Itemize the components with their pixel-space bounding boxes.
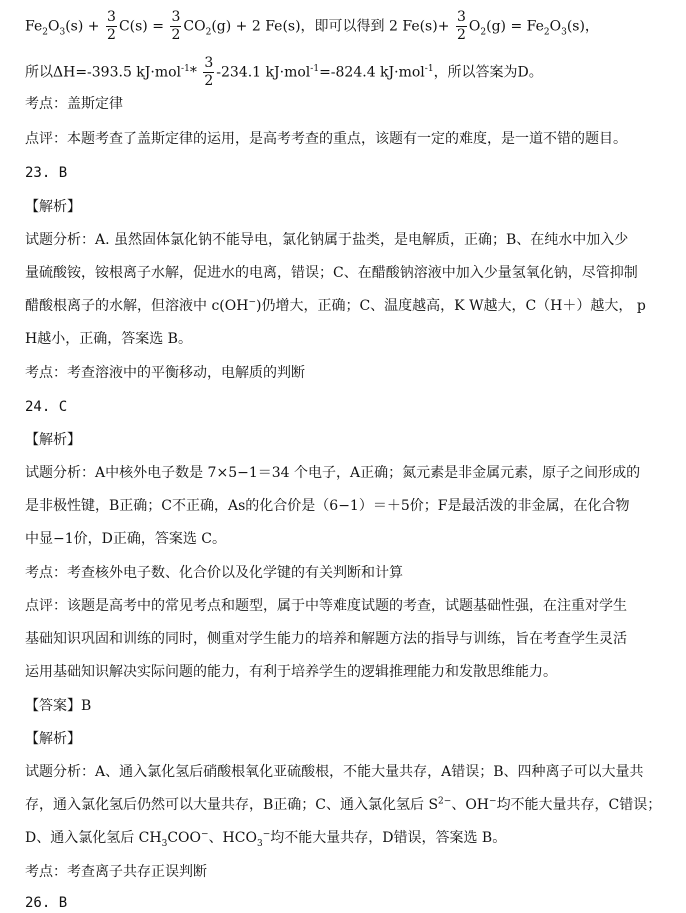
- dianping-line: 运用基础知识解决实际问题的能力，有利于培养学生的逻辑推理能力和发散思维能力。: [25, 664, 557, 680]
- jiexi-heading: 【解析】: [25, 731, 81, 747]
- eq-text: O: [549, 18, 562, 35]
- eq-sub: 3: [59, 27, 66, 38]
- eq-text: C(s) =: [118, 18, 164, 35]
- analysis-line: 量硫酸铵，铵根离子水解，促进水的电离，错误；C、在醋酸钠溶液中加入少量氢氧化钠，尽管抑制: [25, 265, 638, 281]
- eq-text: O: [468, 18, 481, 35]
- eq-sub: 3: [561, 27, 567, 38]
- analysis-line: D、通入氯化氢后 $CH_3COO^-$、$HCO_3^-$均不能大量共存，D错误，答案选 B。: [25, 829, 507, 849]
- analysis-line: 试题分析：A. 虽然固体氯化钠不能导电，氯化钠属于盐类，是电解质，正确；B、在纯水中加入少: [25, 232, 629, 248]
- eq-text: CO: [183, 18, 206, 35]
- eq-text: O: [47, 18, 60, 35]
- analysis-line: 是非极性键，B正确；C不正确，As的化合价是（6−1）＝＋5价；F是最活泼的非金属，在化合物: [25, 498, 630, 514]
- delta-h-line: 所以ΔH=-393.5 kJ·mol$^{-1}$* $\frac{3}{2}$ -234.1 kJ·mol$^{-1}$=-824.4 kJ·mol$^{-1}$，所以答案为D。: [25, 55, 543, 89]
- equation-line: [25, 10, 599, 43]
- kaodian-line: 考点：考查核外电子数、化合价以及化学键的有关判断和计算: [25, 565, 403, 581]
- eq-sub: 2: [42, 27, 48, 38]
- answer-heading: 【答案】B: [25, 698, 92, 714]
- fraction: $\frac{3}{2}$: [106, 9, 116, 43]
- eq-text: Fe: [25, 18, 43, 35]
- jiexi-heading: 【解析】: [25, 199, 81, 215]
- analysis-line: H越小，正确，答案选 B。: [25, 331, 192, 347]
- dianping-line: 基础知识巩固和训练的同时，侧重对学生能力的培养和解题方法的指导与训练，旨在考查学生灵活: [25, 631, 627, 647]
- answer-number: 26. B: [25, 895, 68, 911]
- analysis-line: 试题分析：A、通入氯化氢后硝酸根氧化亚硫酸根，不能大量共存，A错误；B、四种离子可以大量共: [25, 764, 644, 780]
- fraction: $\frac{3}{2}$: [204, 55, 214, 89]
- analysis-line: 中显−1价，D正确，答案选 C。: [25, 531, 227, 547]
- kaodian-line: 考点：考查溶液中的平衡移动，电解质的判断: [25, 365, 305, 381]
- analysis-line: 试题分析：A中核外电子数是 7×5−1＝34 个电子，A正确；氮元素是非金属元素，原子之间形成的: [25, 465, 641, 481]
- answer-number: 23. B: [25, 165, 68, 181]
- eq-text: (g) + 2 Fe(s)，即可以得到 2 Fe(s)+: [211, 18, 450, 35]
- analysis-line: 醋酸根离子的水解，但溶液中 c(OH−)仍增大，正确；C、温度越高，K W越大，C（H＋）越大， p: [25, 297, 646, 314]
- jiexi-heading: 【解析】: [25, 432, 81, 448]
- eq-sub: 2: [543, 27, 550, 38]
- eq-text: (s)，: [566, 18, 599, 35]
- dianping-line: 点评：本题考查了盖斯定律的运用，是高考考查的重点，该题有一定的难度，是一道不错的题目。: [25, 131, 627, 147]
- kaodian-line: 考点：考查离子共存正误判断: [25, 864, 207, 880]
- fraction: $\frac{3}{2}$: [456, 9, 466, 43]
- fraction: $\frac{3}{2}$: [171, 9, 181, 43]
- answer-number: 24. C: [25, 399, 68, 415]
- eq-sub: 2: [480, 27, 487, 38]
- eq-text: (s) +: [65, 18, 100, 35]
- dianping-line: 点评：该题是高考中的常见考点和题型，属于中等难度试题的考查，试题基础性强，在注重对学生: [25, 598, 627, 614]
- analysis-line: 存，通入氯化氢后仍然可以大量共存，B正确；C、通入氯化氢后 $S^{2-}$、OH−均不能大量共存，C错误；: [25, 796, 662, 813]
- eq-text: (g) = Fe: [486, 18, 544, 35]
- kaodian-line: 考点：盖斯定律: [25, 96, 123, 112]
- eq-sub: 2: [205, 27, 212, 38]
